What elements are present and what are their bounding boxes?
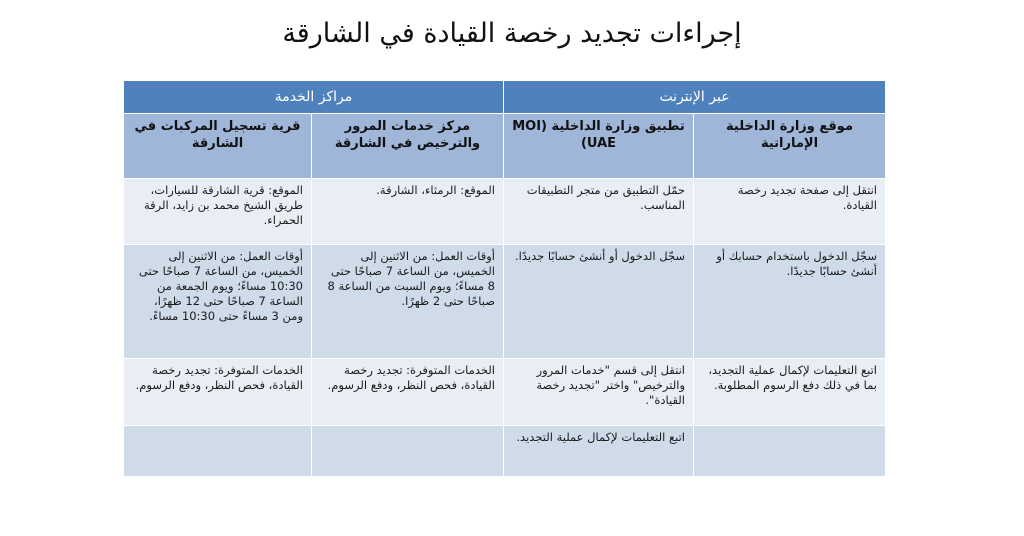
slide-title: إجراءات تجديد رخصة القيادة في الشارقة (282, 18, 742, 49)
table-cell: الموقع: الرمثاء، الشارقة. (312, 179, 504, 245)
table-cell: اتبع التعليمات لإكمال عملية التجديد، بما في ذلك دفع الرسوم المطلوبة. (694, 359, 886, 426)
column-header-moi-app: تطبيق وزارة الداخلية (MOI UAE) (504, 114, 694, 179)
table-cell: انتقل إلى صفحة تجديد رخصة القيادة. (694, 179, 886, 245)
table-cell: الخدمات المتوفرة: تجديد رخصة القيادة، فحص النظر، ودفع الرسوم. (124, 359, 312, 426)
group-header-service-centers: مراكز الخدمة (124, 81, 504, 114)
renewal-table-container (123, 80, 885, 477)
table-cell: أوقات العمل: من الاثنين إلى الخميس، من الساعة 7 صباحًا حتى 10:30 مساءً؛ ويوم الجمعة من الساعة 7 صباحًا حتى 12 ظهرًا، ومن 3 مساءً حتى 10:30 مساءً. (124, 245, 312, 359)
table-cell: الموقع: قرية الشارقة للسيارات، طريق الشيخ محمد بن زايد، الرقة الحمراء. (124, 179, 312, 245)
group-header-online: عبر الإنترنت (504, 81, 886, 114)
column-header-vehicle-village: قرية تسجيل المركبات في الشارقة (124, 114, 312, 179)
table-cell: أوقات العمل: من الاثنين إلى الخميس، من الساعة 7 صباحًا حتى 8 مساءً؛ ويوم السبت من الساعة 8 صباحًا حتى 2 ظهرًا. (312, 245, 504, 359)
table-row (124, 245, 886, 359)
table-cell: سجّل الدخول أو أنشئ حسابًا جديدًا. (504, 245, 694, 359)
table-cell (124, 426, 312, 477)
column-header-moi-website: موقع وزارة الداخلية الإماراتية (694, 114, 886, 179)
column-header-traffic-center: مركز خدمات المرور والترخيص في الشارقة (312, 114, 504, 179)
column-header-row (124, 114, 886, 179)
table-row (124, 359, 886, 426)
table-cell (694, 426, 886, 477)
renewal-procedures-table (123, 80, 886, 477)
table-cell: انتقل إلى قسم "خدمات المرور والترخيص" واختر "تجديد رخصة القيادة". (504, 359, 694, 426)
table-row (124, 426, 886, 477)
table-row (124, 179, 886, 245)
table-cell: اتبع التعليمات لإكمال عملية التجديد. (504, 426, 694, 477)
table-cell: الخدمات المتوفرة: تجديد رخصة القيادة، فحص النظر، ودفع الرسوم. (312, 359, 504, 426)
table-cell: حمّل التطبيق من متجر التطبيقات المناسب. (504, 179, 694, 245)
table-cell (312, 426, 504, 477)
table-cell: سجّل الدخول باستخدام حسابك أو أنشئ حسابًا جديدًا. (694, 245, 886, 359)
group-header-row (124, 81, 886, 114)
